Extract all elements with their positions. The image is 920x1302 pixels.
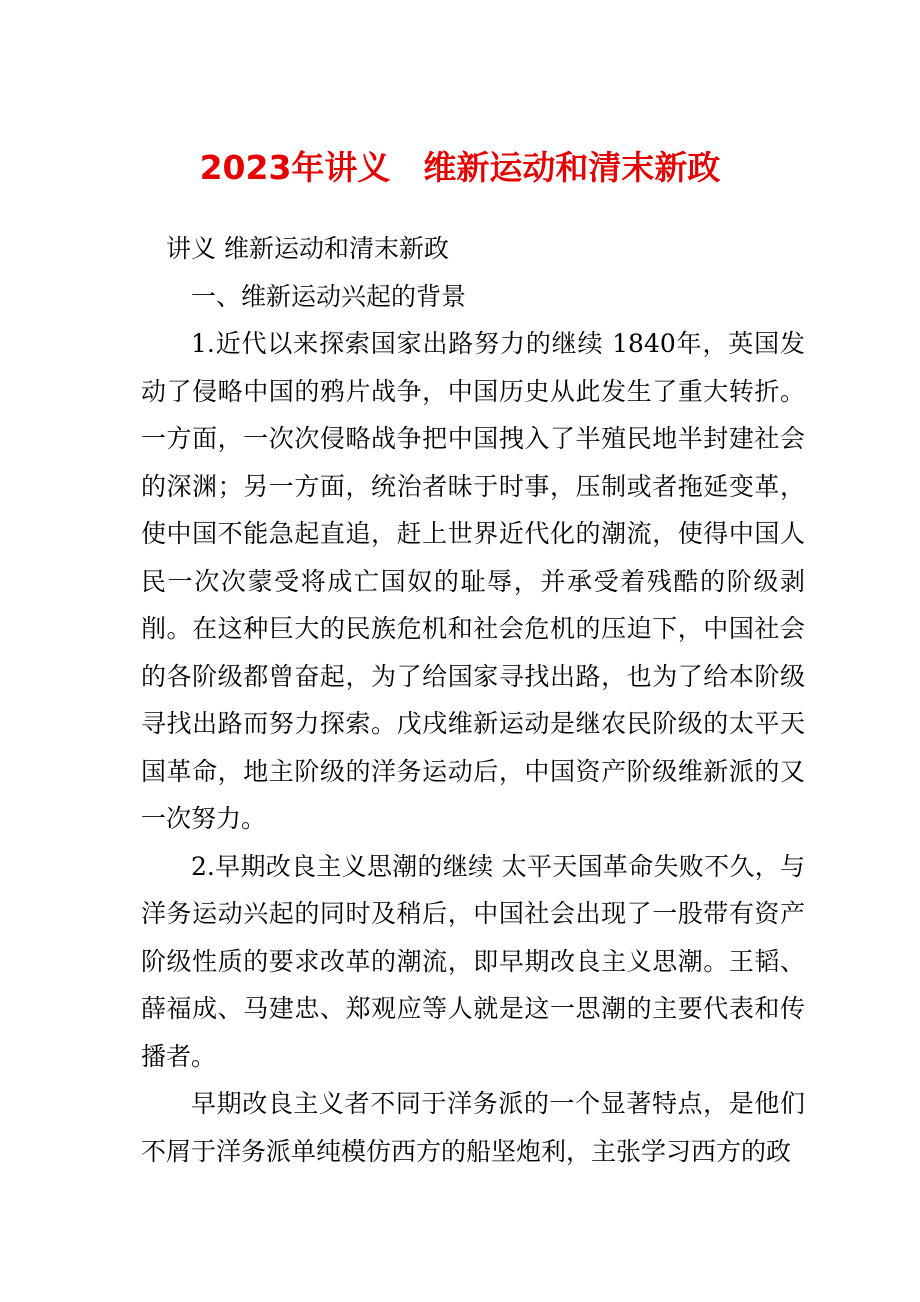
paragraph: 2.早期改良主义思潮的继续 太平天国革命失败不久，与洋务运动兴起的同时及稍后，中国社会出现了一股带有资产阶级性质的要求改革的潮流，即早期改良主义思潮。王韬、薛福成、马建忠、郑观应等人就是这一思潮的主要代表和传播者。 [141, 851, 805, 1071]
paragraph: 早期改良主义者不同于洋务派的一个显著特点，是他们不屑于洋务派单纯模仿西方的船坚炮利，主张学习西方的政 [141, 1089, 805, 1166]
document-title: 2023年讲义 维新运动和清末新政 [199, 148, 721, 187]
section-heading: 一、维新运动兴起的背景 [191, 281, 467, 311]
document-body [141, 225, 805, 1175]
paragraph: 1.近代以来探索国家出路努力的继续 1840年，英国发动了侵略中国的鸦片战争，中国历史从此发生了重大转折。一方面，一次次侵略战争把中国拽入了半殖民地半封建社会的深渊；另一方面，统治者昧于时事，压制或者拖延变革，使中国不能急起直追，赶上世界近代化的潮流，使得中国人民一次次蒙受将成亡国奴的耻辱，并承受着残酷的阶级剥削。在这种巨大的民族危机和社会危机的压迫下，中国社会的各阶级都曾奋起，为了给国家寻找出路，也为了给本阶级寻找出路而努力探索。戊戌维新运动是继农民阶级的太平天国革命，地主阶级的洋务运动后，中国资产阶级维新派的又一次努力。 [141, 329, 805, 833]
document-subtitle: 讲义 维新运动和清末新政 [166, 234, 449, 263]
